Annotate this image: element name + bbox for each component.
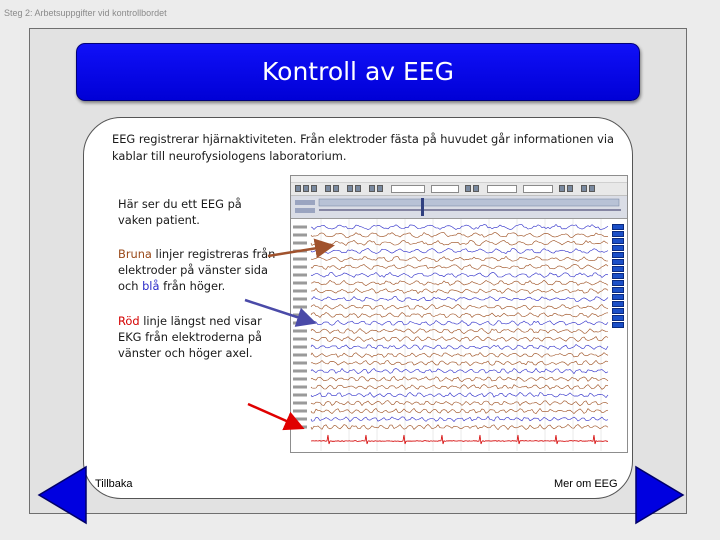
note-awake-patient: Här ser du ett EEG på vaken patient. bbox=[118, 197, 242, 227]
channels-text-b: från höger. bbox=[159, 279, 226, 293]
intro-text: EEG registrerar hjärnaktiviteten. Från elektroder fästa på huvudet går informationen via kablar till neurofysiologens laboratorium. bbox=[112, 132, 615, 163]
next-label[interactable]: Mer om EEG bbox=[554, 478, 618, 490]
next-button[interactable] bbox=[634, 465, 686, 525]
channels-text-a: linjer registreras från elektroder på vänster sida och bbox=[118, 247, 276, 293]
blue-callout-arrow bbox=[245, 300, 312, 322]
blue-word: blå bbox=[142, 279, 160, 293]
red-callout-arrow bbox=[248, 404, 300, 427]
step-caption: Steg 2: Arbetsuppgifter vid kontrollbordet bbox=[4, 8, 167, 18]
red-word: Röd bbox=[118, 314, 140, 328]
right-triangle-icon bbox=[634, 465, 686, 525]
ecg-text: linje längst ned visar EKG från elektroderna på vänster och höger axel. bbox=[118, 314, 263, 360]
slide-title: Kontroll av EEG bbox=[76, 43, 640, 101]
back-label[interactable]: Tillbaka bbox=[95, 478, 133, 490]
brown-word: Bruna bbox=[118, 247, 152, 261]
brown-callout-arrow bbox=[268, 246, 330, 256]
back-button[interactable] bbox=[36, 465, 88, 525]
left-triangle-icon bbox=[36, 465, 88, 525]
